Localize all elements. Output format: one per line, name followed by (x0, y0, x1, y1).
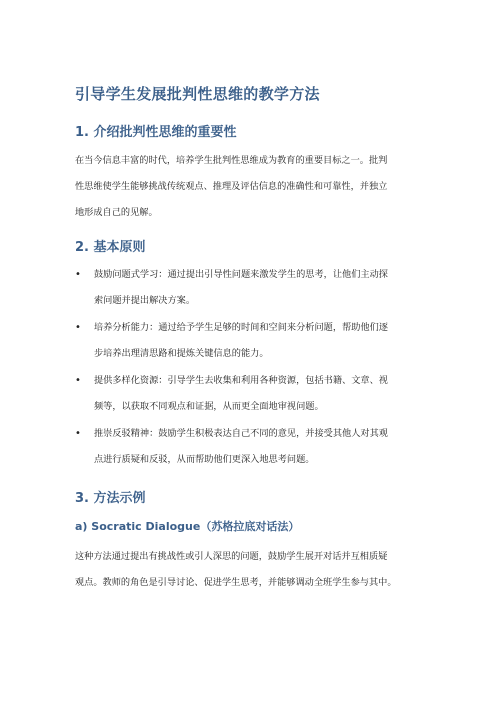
document-title: 引导学生发展批判性思维的教学方法 (75, 85, 320, 103)
bullet-icon: • (75, 269, 81, 280)
list-item-text (94, 262, 434, 314)
bullet-icon: • (75, 375, 81, 386)
paragraph-line: 地形成自己的见解。 (75, 207, 158, 218)
list-item-line: 推崇反驳精神：鼓励学生积极表达自己不同的意见，并接受其他人对其观 (94, 428, 388, 439)
list-item-text (94, 315, 434, 367)
list-item-line: 索问题并提出解决方案。 (94, 295, 196, 306)
list-item-line: 提供多样化资源：引导学生去收集和利用各种资源，包括书籍、文章、视 (94, 375, 388, 386)
list-item-text (94, 421, 434, 473)
paragraph-line: 观点。教师的角色是引导讨论、促进学生思考，并能够调动全班学生参与其中。 (75, 577, 397, 588)
paragraph-line: 性思维使学生能够挑战传统观点、推理及评估信息的准确性和可靠性，并独立 (75, 181, 388, 192)
section-2-heading: 2. 基本原则 (75, 240, 146, 255)
section-1-heading: 1. 介绍批判性思维的重要性 (75, 125, 237, 140)
paragraph-line: 在当今信息丰富的时代，培养学生批判性思维成为教育的重要目标之一。批判 (75, 155, 388, 166)
paragraph-line: 这种方法通过提出有挑战性或引人深思的问题，鼓励学生展开对话并互相质疑 (75, 551, 388, 562)
section-1-paragraph (75, 148, 425, 226)
list-item-line: 频等，以获取不同观点和证据，从而更全面地审视问题。 (94, 401, 324, 412)
section-3-paragraph (75, 544, 425, 596)
section-3-heading: 3. 方法示例 (75, 491, 146, 506)
list-item-line: 点进行质疑和反驳，从而帮助他们更深入地思考问题。 (94, 454, 315, 465)
bullet-icon: • (75, 322, 81, 333)
list-item-line: 培养分析能力：通过给予学生足够的时间和空间来分析问题，帮助他们逐 (94, 322, 388, 333)
list-item-line: 鼓励问题式学习：通过提出引导性问题来激发学生的思考，让他们主动探 (94, 269, 388, 280)
list-item-line: 步培养出理清思路和提炼关键信息的能力。 (94, 348, 269, 359)
list-item-text (94, 368, 434, 420)
bullet-icon: • (75, 428, 81, 439)
section-3-subheading: a) Socratic Dialogue（苏格拉底对话法） (75, 520, 300, 533)
